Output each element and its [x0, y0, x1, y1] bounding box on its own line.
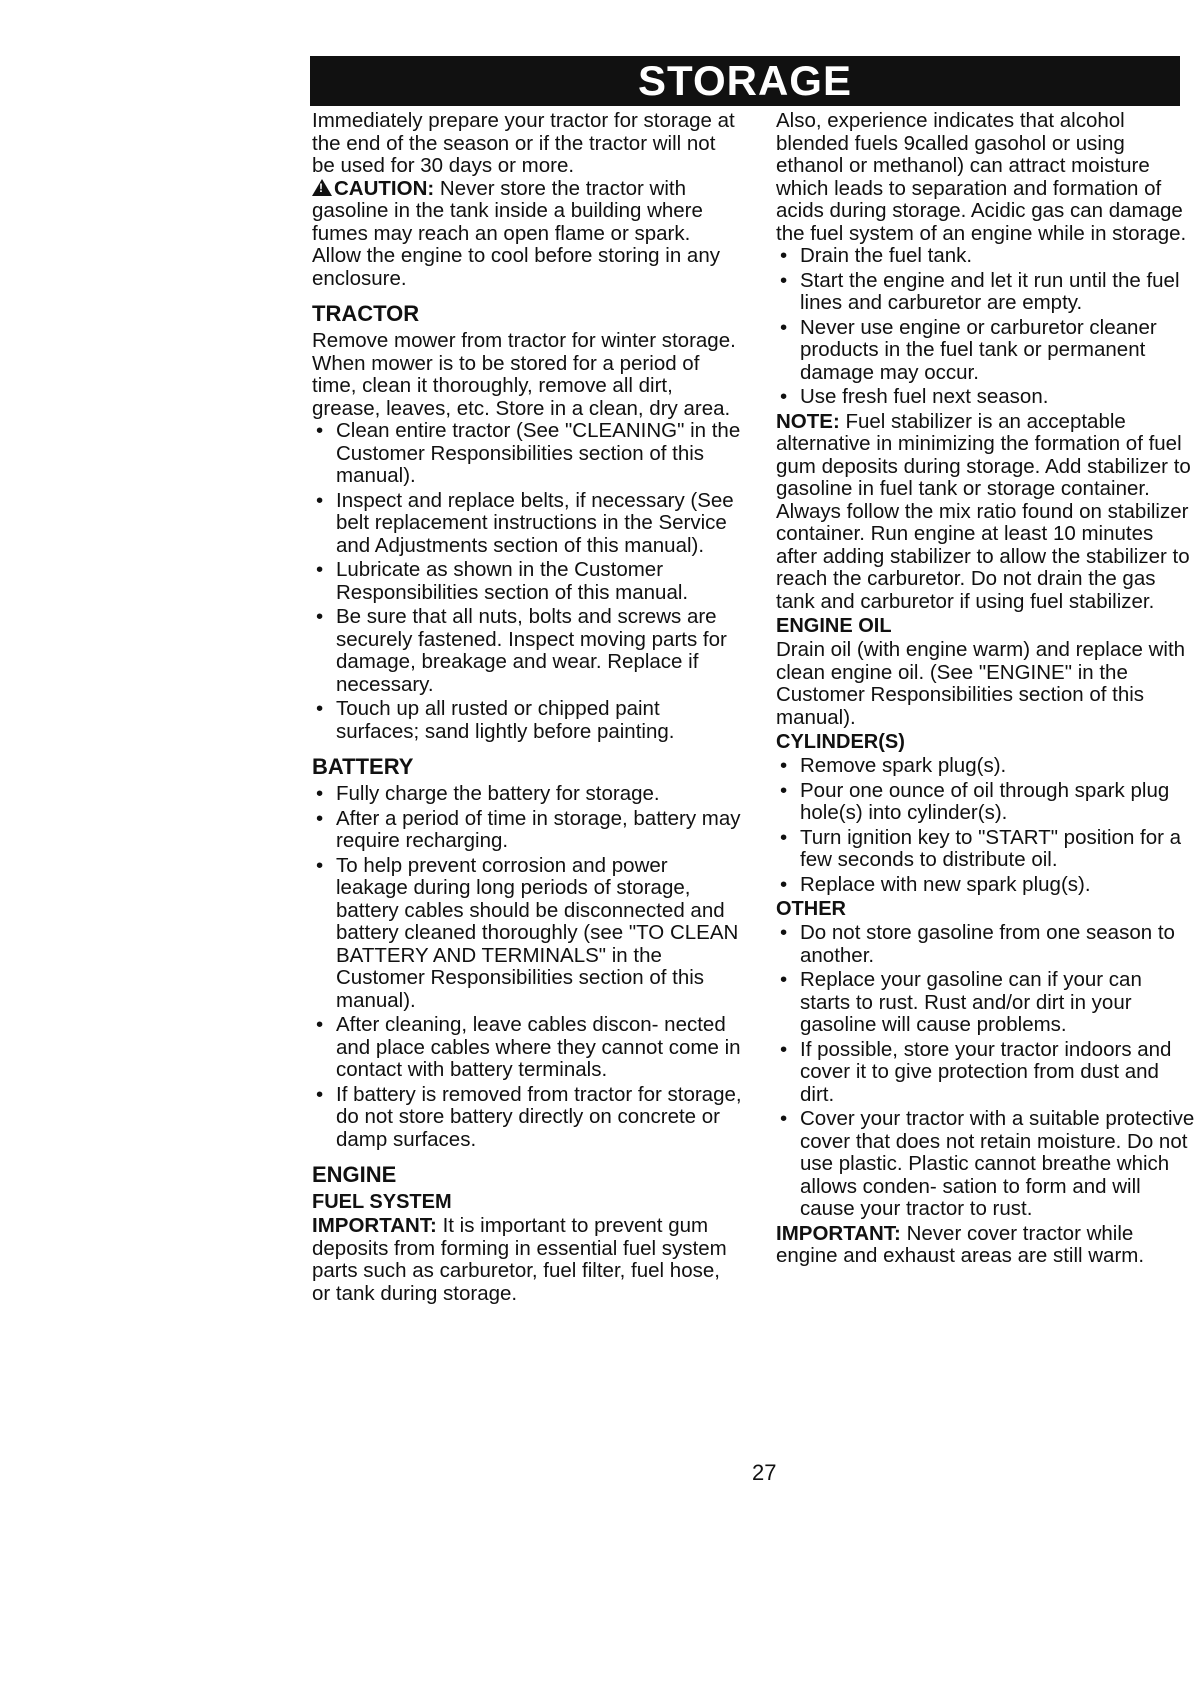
note-text: Fuel stabilizer is an acceptable alternative in minimizing the formation of fuel gum deposits during storage. Add stabilizer to gasoline in fuel tank or storage container. Always follow the mix ratio found on stabilizer container. Run engine at least 10 minutes after adding stabilizer to allow the stabilizer to reach the carburetor. Do not drain the gas tank and carburetor if using fuel stabilizer.: [776, 409, 1191, 613]
fuel-list: [776, 245, 1196, 409]
list-item: • Use fresh fuel next season.: [776, 386, 1196, 409]
list-item: • Remove spark plug(s).: [776, 755, 1196, 778]
list-item: • If possible, store your tractor indoors and cover it to give protection from dust and dirt.: [776, 1039, 1196, 1107]
tractor-heading: TRACTOR: [312, 301, 420, 326]
list-item: • If battery is removed from tractor for storage, do not store battery directly on concrete or damp surfaces.: [312, 1084, 742, 1152]
important-label: IMPORTANT:: [776, 1221, 901, 1245]
list-item: • After cleaning, leave cables discon- nected and place cables where they cannot come in contact with battery terminals.: [312, 1014, 742, 1082]
list-item: • Lubricate as shown in the Customer Responsibilities section of this manual.: [312, 559, 742, 604]
page-number: 27: [752, 1460, 777, 1485]
list-item: • Be sure that all nuts, bolts and screws are securely fastened. Inspect moving parts for damage, breakage and wear. Replace if necessary.: [312, 606, 742, 696]
intro-paragraph: Immediately prepare your tractor for storage at the end of the season or if the tractor will not be used for 30 days or more.: [312, 109, 735, 177]
list-item: • Clean entire tractor (See "CLEANING" in the Customer Responsibilities section of this manual).: [312, 420, 742, 488]
caution-paragraph: [312, 178, 742, 291]
important-paragraph: [312, 1215, 742, 1305]
list-item: • Do not store gasoline from one season to another.: [776, 922, 1196, 967]
cylinder-list: [776, 755, 1196, 896]
caution-text: Never store the tractor with gasoline in the tank inside a building where fumes may reach an open flame or spark. Allow the engine to cool before storing in any enclosure.: [312, 176, 720, 290]
list-item: • Start the engine and let it run until the fuel lines and carburetor are empty.: [776, 270, 1196, 315]
list-item: • Replace your gasoline can if your can starts to rust. Rust and/or dirt in your gasoline will cause problems.: [776, 969, 1196, 1037]
alcohol-paragraph: Also, experience indicates that alcohol blended fuels 9called gasohol or using ethanol or methanol) can attract moisture which leads to separation and formation of acids during storage. Acidic gas can damage the fuel system of an engine while in storage.: [776, 109, 1187, 245]
left-column: [312, 110, 742, 1305]
right-column: [776, 110, 1196, 1268]
list-item: • Fully charge the battery for storage.: [312, 783, 742, 806]
other-list: [776, 922, 1196, 1221]
list-item: • Never use engine or carburetor cleaner products in the fuel tank or permanent damage may occur.: [776, 317, 1196, 385]
list-item: • Inspect and replace belts, if necessary (See belt replacement instructions in the Service and Adjustments section of this manual).: [312, 490, 742, 558]
tractor-list: [312, 420, 742, 743]
warning-icon: [312, 179, 332, 196]
fuel-system-heading: FUEL SYSTEM: [312, 1191, 452, 1213]
engine-heading: ENGINE: [312, 1162, 397, 1187]
caution-label: CAUTION:: [334, 176, 435, 200]
engine-oil-heading: ENGINE OIL: [776, 615, 892, 637]
page-title-banner: [310, 56, 1180, 106]
other-heading: OTHER: [776, 898, 846, 920]
list-item: • Turn ignition key to "START" position for a few seconds to distribute oil.: [776, 827, 1196, 872]
list-item: • Cover your tractor with a suitable protective cover that does not retain moisture. Do not use plastic. Plastic cannot breathe which allows conden- sation to form and will cause your tractor to rust.: [776, 1108, 1196, 1221]
important-warm-text: Never cover tractor while engine and exhaust areas are still warm.: [776, 1221, 1145, 1267]
page-title: STORAGE: [638, 57, 852, 104]
important-label: IMPORTANT:: [312, 1214, 437, 1237]
note-paragraph: [776, 411, 1196, 614]
note-label: NOTE:: [776, 409, 840, 433]
engine-oil-paragraph: Drain oil (with engine warm) and replace with clean engine oil. (See "ENGINE" in the Customer Responsibilities section of this manual).: [776, 638, 1186, 729]
tractor-paragraph: Remove mower from tractor for winter storage. When mower is to be stored for a period of time, clean it thoroughly, remove all dirt, grease, leaves, etc. Store in a clean, dry area.: [312, 329, 736, 420]
list-item: • Replace with new spark plug(s).: [776, 874, 1196, 897]
list-item: • To help prevent corrosion and power leakage during long periods of storage, battery cables should be disconnected and battery cleaned thoroughly (see "TO CLEAN BATTERY AND TERMINALS" in the Customer Responsibilities section of this manual).: [312, 855, 742, 1013]
important-text: It is important to prevent gum deposits from forming in essential fuel system parts such as carburetor, fuel filter, fuel hose, or tank during storage.: [312, 1214, 727, 1305]
battery-list: [312, 783, 742, 1151]
cylinder-heading: CYLINDER(S): [776, 731, 905, 753]
list-item: • Touch up all rusted or chipped paint surfaces; sand lightly before painting.: [312, 698, 742, 743]
list-item: • After a period of time in storage, battery may require recharging.: [312, 808, 742, 853]
important-warm-paragraph: [776, 1223, 1196, 1268]
list-item: • Drain the fuel tank.: [776, 245, 1196, 268]
battery-heading: BATTERY: [312, 754, 414, 779]
list-item: • Pour one ounce of oil through spark plug hole(s) into cylinder(s).: [776, 780, 1196, 825]
